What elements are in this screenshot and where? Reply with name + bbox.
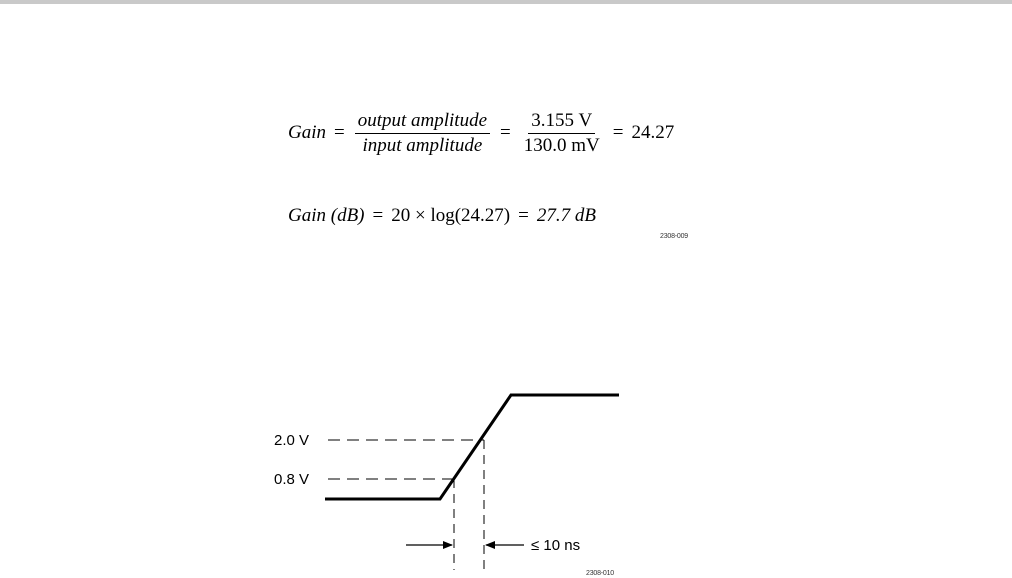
low-threshold-label: 0.8 V xyxy=(274,471,310,488)
equals-sign: = xyxy=(500,122,511,144)
figure-id-waveform: 2308-010 xyxy=(586,570,614,577)
gain-term: Gain xyxy=(288,122,326,144)
signal-trace xyxy=(325,395,619,499)
equals-sign: = xyxy=(612,122,624,144)
equals-sign: = xyxy=(518,205,529,226)
log-expression: 20 × log(24.27) xyxy=(391,205,511,226)
high-threshold-label: 2.0 V xyxy=(274,432,310,449)
figure-id-equations: 2308-009 xyxy=(660,233,688,240)
gain-db-result: 27.7 dB xyxy=(536,205,596,226)
gain-result: 24.27 xyxy=(631,122,675,144)
rise-time-label: ≤ 10 ns xyxy=(531,537,581,554)
equals-sign: = xyxy=(372,205,384,226)
equals-sign: = xyxy=(334,122,345,144)
fraction-denominator: input amplitude xyxy=(362,134,483,156)
fraction-denominator: 130.0 mV xyxy=(523,134,600,156)
fraction-numerator: 3.155 V xyxy=(528,110,595,134)
gain-db-term: Gain (dB) xyxy=(288,205,365,226)
fraction-numerator: output amplitude xyxy=(355,110,490,134)
